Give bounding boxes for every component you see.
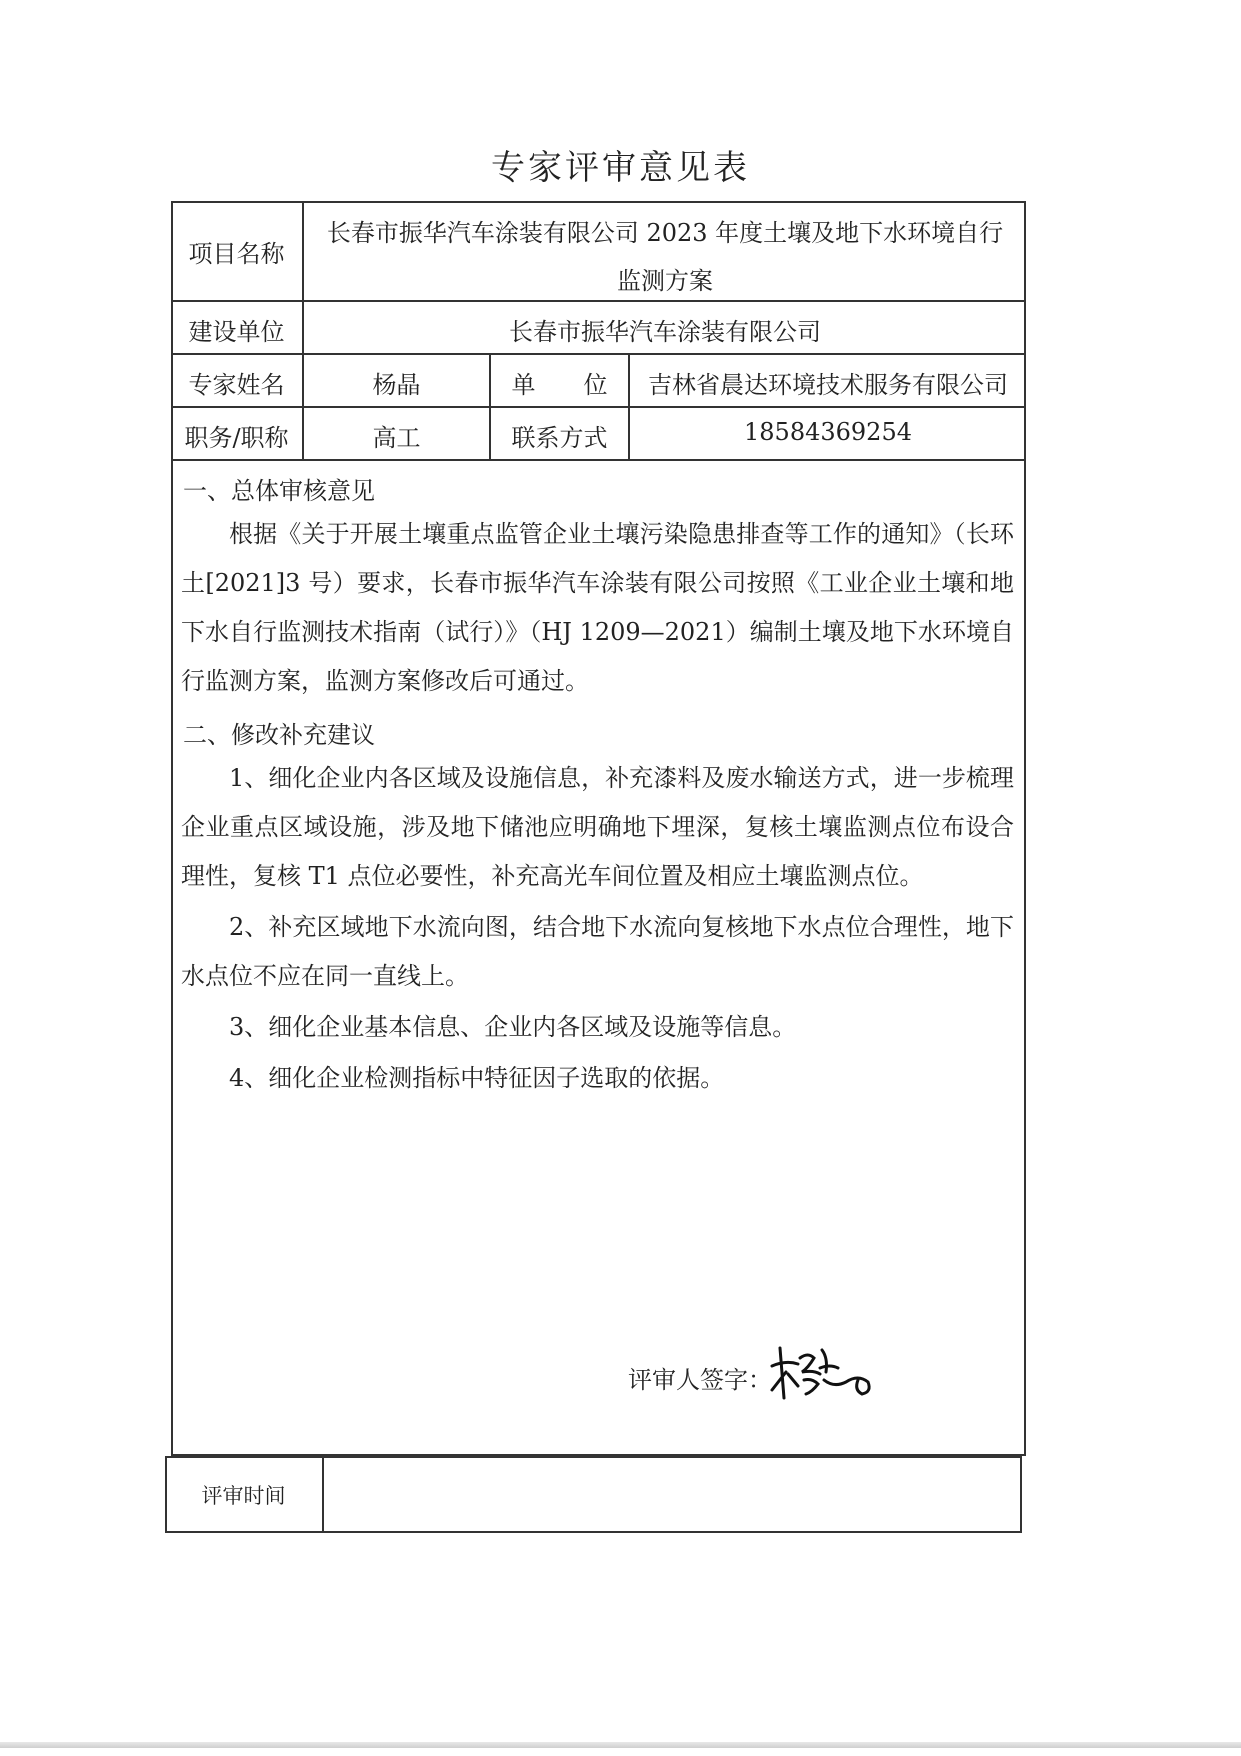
- signature-image: [768, 1328, 878, 1418]
- page-title: 专家评审意见表: [491, 148, 750, 188]
- row-divider: [171, 353, 1026, 355]
- builder-label: 建设单位: [188, 318, 285, 346]
- suggestion-item: 4、细化企业检测指标中特征因子选取的依据。: [229, 1064, 725, 1092]
- row-divider: [171, 406, 1026, 408]
- project-name-label: 项目名称: [188, 240, 285, 268]
- unit-label: 单 位: [511, 371, 608, 399]
- signer-label: 评审人签字：: [628, 1366, 772, 1394]
- expert-name-label: 专家姓名: [188, 371, 285, 399]
- section1-paragraph-block: [181, 510, 1014, 706]
- contact-label: 联系方式: [511, 424, 608, 452]
- contact-value: 18584369254: [744, 418, 912, 446]
- suggestion-item: 1、细化企业内各区域及设施信息，补充漆料及废水输送方式，进一步梳理企业重点区域设施，涉及地下储池应明确地下埋深，复核土壤监测点位布设合理性，复核 T1 点位必要性，补充高光车间位置及相应土壤监测点位。: [181, 764, 1014, 890]
- suggestion-item: 2、补充区域地下水流向图，结合地下水流向复核地下水点位合理性，地下水点位不应在同一直线上。: [181, 913, 1014, 990]
- builder-value: 长春市振华汽车涂装有限公司: [509, 318, 821, 346]
- expert-name-value: 杨晶: [372, 371, 421, 399]
- title-label: 职务/职称: [184, 424, 289, 452]
- section1-heading: 一、总体审核意见: [183, 477, 375, 505]
- suggestion-item: 3、细化企业基本信息、企业内各区域及设施等信息。: [229, 1013, 797, 1041]
- scan-edge: [0, 1742, 1241, 1748]
- project-name-value-line1: 长春市振华汽车涂装有限公司 2023 年度土壤及地下水环境自行: [326, 219, 1004, 247]
- suggestions-block: [181, 754, 1014, 1103]
- section2-heading: 二、修改补充建议: [183, 721, 375, 749]
- row-divider: [171, 459, 1026, 461]
- unit-value: 吉林省晨达环境技术服务有限公司: [648, 371, 1008, 399]
- column-divider: [322, 1456, 324, 1533]
- row-divider: [171, 300, 1026, 302]
- title-value: 高工: [372, 424, 421, 452]
- section1-paragraph: 根据《关于开展土壤重点监管企业土壤污染隐患排查等工作的通知》（长环土[2021]3 号）要求，长春市振华汽车涂装有限公司按照《工业企业土壤和地下水自行监测技术指南（试行）》（HJ 1209—2021）编制土壤及地下水环境自行监测方案，监测方案修改后可通过。: [181, 520, 1014, 695]
- review-time-label: 评审时间: [201, 1484, 286, 1508]
- project-name-value-line2: 监测方案: [617, 267, 713, 295]
